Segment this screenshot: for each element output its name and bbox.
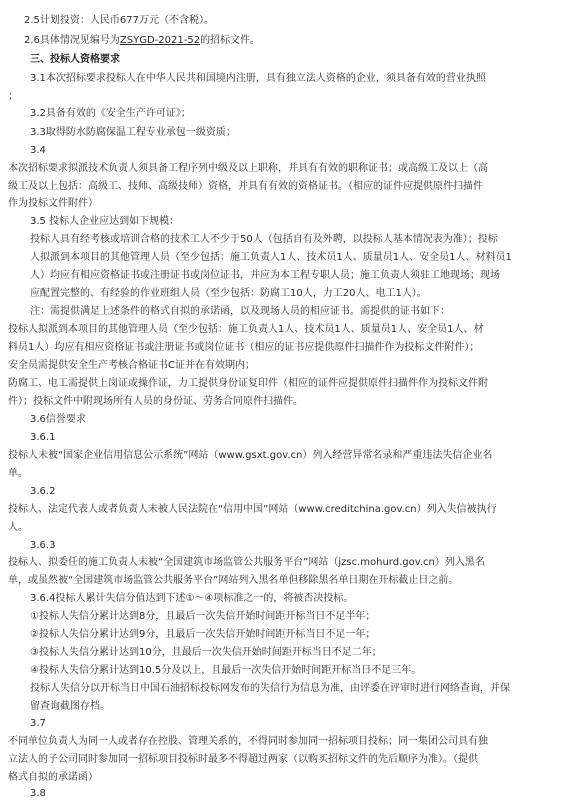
text-line: 投标人、拟委任的施工负责人未被“全国建筑市场监管公共服务平台”网站（jzsc.mohurd.gov.cn）列入黑名 [8, 557, 485, 568]
project-code: ZSYGD-2021-52 [119, 35, 201, 46]
text-line: 本次招标要求拟派技术负责人须具备工程序列中级及以上职称，并具有有效的职称证书；或高级工及以上（高 [8, 163, 488, 174]
text-line: 料员1人）均应有相应资格证书或注册证书或岗位证书（相应的证书应提供原件扫描件作为投标文件附件）； [8, 342, 480, 353]
text-line: 立法人的子公司同时参加同一招标项目投标时最多不得超过两家（以购买招标文件的先后顺序为准）。（提供 [8, 754, 478, 765]
text-line: 单，或虽然被“全国建筑市场监管公共服务平台”网站列入黑名单但移除黑名单日期在开标截止日之前。 [8, 575, 459, 586]
text-line: 投标人未被“国家企业信用信息公示系统”网站（www.gsxt.gov.cn）列入经营异常名录和严重违法失信企业名 [8, 450, 493, 461]
text-line: 注：需提供满足上述条件的格式自拟的承诺函，以及现场人员的相应证书。需提供的证书如下： [30, 306, 450, 317]
text-line: ①投标人失信分累计达到8分，且最后一次失信开始时间距开标当日不足半年； [30, 611, 376, 622]
text-line: 3.4 [30, 145, 46, 156]
text-line: 单。 [8, 468, 28, 479]
text-line: 投标人具有经考核或培训合格的技术工人不少于50人（包括自有及外聘，以投标人基本情况表为准）；投标 [30, 234, 498, 245]
text-line: 件）；投标文件中附现场所有人员的身份证、劳务合同原件扫描件。 [8, 396, 303, 407]
text-line: ④投标人失信分累计达到10.5分及以上，且最后一次失信开始时间距开标当日不足三年。 [30, 665, 422, 676]
text-line: 作为投标文件附件） [8, 198, 98, 209]
text-line: 3.5 投标人企业应达到如下规模： [30, 216, 180, 227]
text-line: 3.1本次招标要求投标人在中华人民共和国境内注册，具有独立法人资格的企业，须具备有效的营业执照 [30, 73, 486, 84]
text-line: 3.6.4投标人累计失信分值达到下述①～④项标准之一的，将被否决投标。 [30, 593, 354, 604]
text-line: 3.7 [30, 718, 46, 729]
text-line: 3.2具备有效的《安全生产许可证》； [30, 108, 191, 119]
text-line: 格式自拟的承诺函） [8, 772, 98, 783]
text-line: 3.6.3 [30, 540, 56, 551]
text-line: ； [8, 91, 18, 102]
text-line: 投标人拟派到本项目的其他管理人员（至少包括：施工负责人1人、技术员1人、质量员1人、安全员1人、材 [8, 324, 484, 335]
text-line: 3.6信誉要求 [30, 414, 86, 425]
text-line: 3.8 [30, 788, 46, 799]
text-line: 投标人失信分以开标当日中国石油招标投标网发布的失信行为信息为准，由评委在评审时进行网络查询，并保 [30, 683, 510, 694]
text-line: 防腐工、电工需提供上岗证或操作证，力工提供身份证复印件（相应的证件应提供原件扫描件作为投标文件附 [8, 378, 488, 389]
text-line: 人）均应有相应资格证书或注册证书或岗位证书，并应为本工程专职人员；施工负责人须驻工地现场；现场 [30, 270, 500, 281]
text-line: 安全员需提供安全生产考核合格证书C证并在有效期内； [8, 360, 255, 371]
text-line: 3.3取得防水防腐保温工程专业承包一级资质； [30, 127, 236, 138]
text-line: ③投标人失信分累计达到10分，且最后一次失信开始时间距开标当日不足二年； [30, 647, 382, 658]
text-segment: 2.6具体情况见编号为 [24, 35, 120, 46]
text-line: 3.6.1 [30, 432, 56, 443]
text-line: 应配置完整的、有经验的作业班组人员（至少包括：防腐工10人，力工20人、电工1人）。 [30, 288, 427, 299]
section-heading: 三、投标人资格要求 [30, 54, 120, 65]
text-line: 投标人、法定代表人或者负责人未被人民法院在“信用中国”网站（www.creditchina.gov.cn）列入失信被执行 [8, 504, 497, 515]
text-line: 2.5计划投资：人民币677万元（不含税）。 [24, 15, 214, 26]
text-line: 留查询截图存档。 [30, 701, 110, 712]
text-line [24, 36, 260, 46]
text-line: 不同单位负责人为同一人或者存在控股、管理关系的，不得同时参加同一招标项目投标；同一集团公司具有独 [8, 736, 488, 747]
text-line: 3.6.2 [30, 486, 56, 497]
text-line: 级工及以上包括：高级工、技师、高级技师）资格，并具有有效的资格证书。（相应的证件应提供原件扫描件 [8, 181, 483, 192]
text-line: 人拟派到本项目的其他管理人员（至少包括：施工负责人1人、技术员1人、质量员1人、安全员1人、材料员1 [30, 252, 512, 263]
text-line: ②投标人失信分累计达到9分，且最后一次失信开始时间距开标当日不足一年； [30, 629, 376, 640]
text-line: 人。 [8, 522, 28, 533]
text-segment: 的招标文件。 [200, 35, 261, 46]
